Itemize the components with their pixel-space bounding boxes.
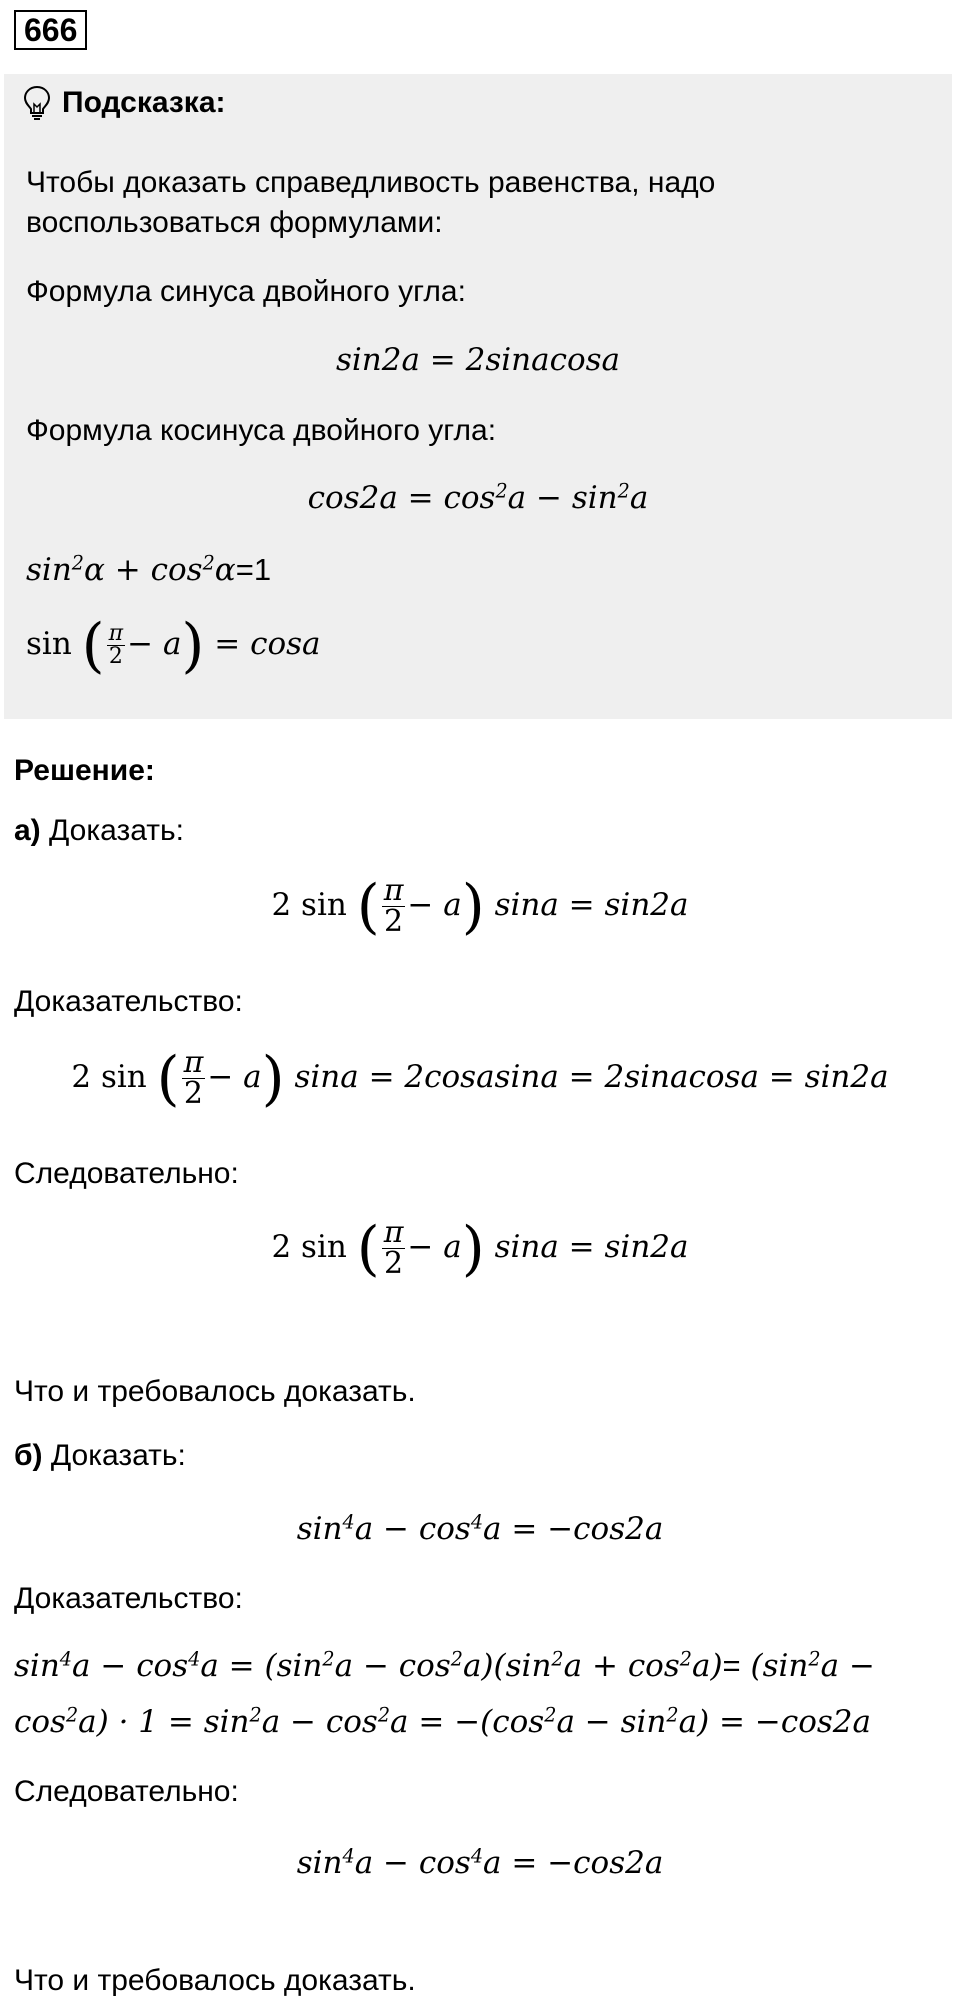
pythagorean-identity: $\sin^2\alpha + \cos^2\alpha=1$ xyxy=(26,551,272,588)
task-number: 666 xyxy=(14,10,87,50)
sin-double-label: Формула синуса двойного угла: xyxy=(26,275,466,308)
hint-text-line1: Чтобы доказать справедливость равенства, надо xyxy=(26,166,716,199)
hint-title xyxy=(22,84,226,122)
part-b-prove: б) Доказать: xyxy=(14,1439,186,1472)
part-a-therefore: Следовательно: xyxy=(14,1157,239,1190)
reduction-formula: sin ( $\frac{\pi}{2}$ − a) = cosa xyxy=(26,610,321,680)
part-b-conclusion: $\sin^4a - \cos^4a = -\cos 2a$ xyxy=(296,1844,664,1881)
lightbulb-icon xyxy=(22,84,52,122)
part-a-conclusion: 2 sin ( $\frac{\pi}{2}$ − a) sina = sin2a xyxy=(271,1213,689,1283)
part-a-proof: 2 sin ( $\frac{\pi}{2}$ − a) sina = 2cosasina = 2sinacosa = sin2a xyxy=(71,1043,889,1113)
hint-title-text: Подсказка: xyxy=(62,86,226,119)
solution-title: Решение: xyxy=(14,754,155,787)
part-b-therefore: Следовательно: xyxy=(14,1775,239,1808)
part-b-qed: Что и требовалось доказать. xyxy=(14,1964,416,1997)
hint-text-line2: воспользоваться формулами: xyxy=(26,206,443,239)
cos-double-label: Формула косинуса двойного угла: xyxy=(26,414,497,447)
part-b-proof-label: Доказательство: xyxy=(14,1582,243,1615)
part-b-statement: $\sin^4a - \cos^4a = -\cos 2a$ xyxy=(296,1510,664,1547)
part-a-proof-label: Доказательство: xyxy=(14,985,243,1018)
part-b-proof-line2: $\cos^2a) \cdot 1 = \sin^2a - \cos^2a = -(\cos^2a - \sin^2a) = -\cos 2a$ xyxy=(14,1703,871,1740)
part-a-statement: 2 sin ( $\frac{\pi}{2}$ − a) sina = sin2a xyxy=(271,871,689,941)
pi-over-2-fraction: $\frac{\pi}{2}$ xyxy=(108,621,124,669)
part-a-prove: а) Доказать: xyxy=(14,814,184,847)
hint-box xyxy=(4,74,952,719)
sin-double-formula: sin2a = 2sinacosa xyxy=(335,342,621,378)
part-b-proof-line1: $\sin^4a - \cos^4a = (\sin^2a - \cos^2a)(\sin^2a + \cos^2a)= (\sin^2a$ − xyxy=(14,1647,875,1684)
part-a-qed: Что и требовалось доказать. xyxy=(14,1375,416,1408)
cos-double-formula: $\cos 2a = \cos^2a - \sin^2a$ xyxy=(307,479,649,516)
